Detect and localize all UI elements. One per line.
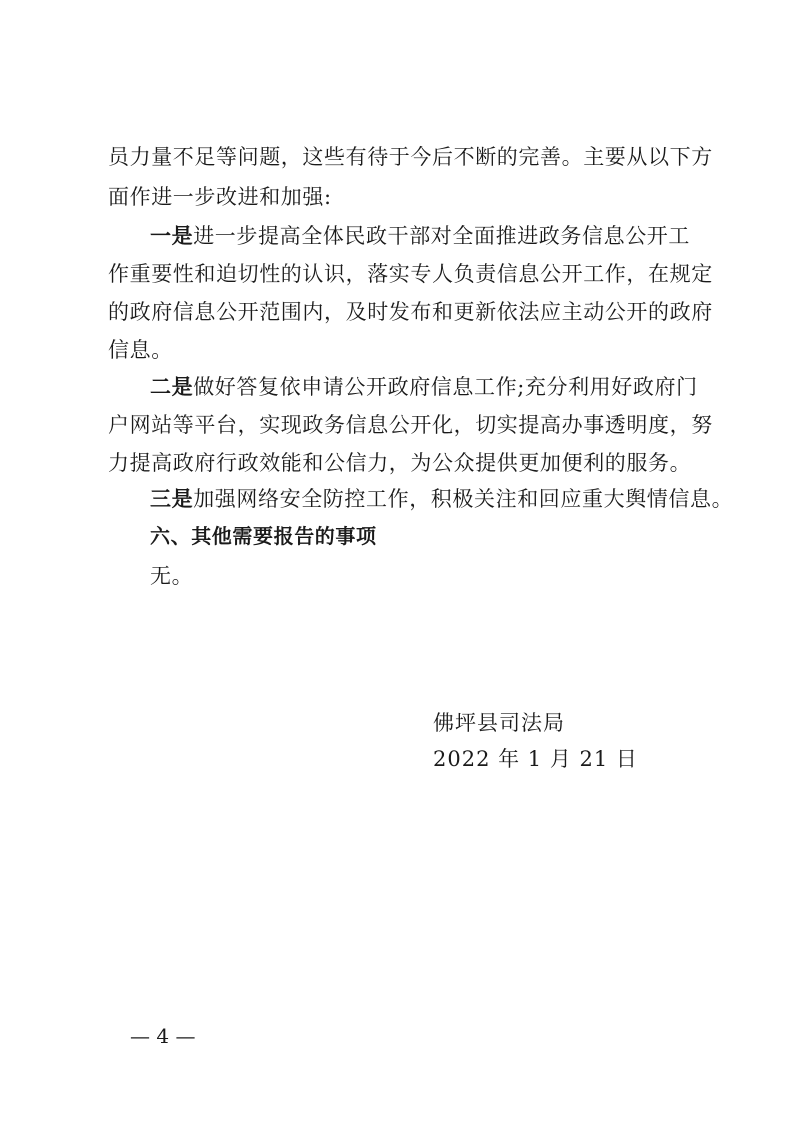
point-1-text: 进一步提高全体民政干部对全面推进政务信息公开工	[193, 224, 691, 248]
intro-line-1: 员力量不足等问题，这些有待于今后不断的完善。主要从以下方	[108, 145, 713, 169]
point-1-lead: 一是	[150, 224, 194, 248]
point-2-text: 做好答复依申请公开政府信息工作;充分利用好政府门	[193, 375, 698, 399]
point-2-lead: 二是	[150, 375, 194, 399]
point-2-line-2: 户网站等平台，实现政务信息公开化，切实提高办事透明度，努	[108, 413, 713, 437]
point-1-line-1	[150, 221, 690, 251]
point-1-line-4: 信息。	[108, 338, 173, 362]
point-1-line-2: 作重要性和迫切性的认识，落实专人负责信息公开工作，在规定	[108, 262, 713, 286]
point-3-text: 加强网络安全防控工作，积极关注和回应重大舆情信息。	[193, 487, 734, 511]
intro-line-2: 面作进一步改进和加强:	[108, 185, 332, 209]
signature-date: 2022 年 1 月 21 日	[433, 747, 638, 771]
point-3-line-1	[150, 484, 733, 514]
section-6-heading: 六、其他需要报告的事项	[150, 524, 377, 548]
point-1-line-3: 的政府信息公开范围内，及时发布和更新依法应主动公开的政府	[108, 300, 713, 324]
signature-organization: 佛坪县司法局	[433, 711, 565, 735]
section-6-body: 无。	[150, 564, 194, 588]
point-2-line-1	[150, 372, 698, 402]
point-3-lead: 三是	[150, 487, 194, 511]
point-2-line-3: 力提高政府行政效能和公信力，为公众提供更加便利的服务。	[108, 451, 692, 475]
page-number: — 4 —	[130, 1024, 196, 1048]
